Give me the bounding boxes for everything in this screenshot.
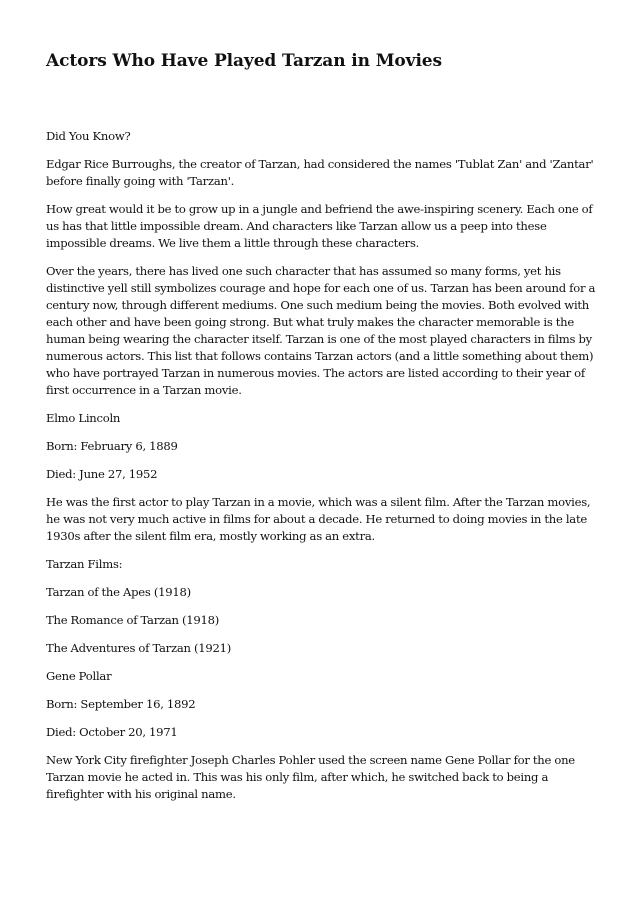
actor-died: Died: October 20, 1971	[46, 725, 178, 739]
paragraph-overview: Over the years, there has lived one such character that has assumed so many forms, yet his distinctive yell still symbolizes courage and hope for each one of us. Tarzan has been around for a century now, through different mediums. One such medium being the movies. Both evolved with each other and have been going strong. But what truly makes the character memorable is the human being wearing the character itself. Tarzan is one of the most played characters in films by numerous actors. This list that follows contains Tarzan actors (and a little something about them) who have portrayed Tarzan in numerous movies. The actors are listed according to their year of first occurrence in a Tarzan movie.	[46, 264, 596, 397]
film-item: Tarzan of the Apes (1918)	[46, 585, 191, 599]
actor-born: Born: February 6, 1889	[46, 439, 178, 453]
actor-name-gene-pollar: Gene Pollar	[46, 669, 112, 683]
films-heading: Tarzan Films:	[46, 557, 123, 571]
document-body	[46, 128, 602, 814]
document-title: Actors Who Have Played Tarzan in Movies	[46, 51, 442, 71]
actor-born: Born: September 16, 1892	[46, 697, 196, 711]
actor-name-elmo-lincoln: Elmo Lincoln	[46, 411, 121, 425]
film-item: The Adventures of Tarzan (1921)	[46, 641, 231, 655]
actor-bio: He was the first actor to play Tarzan in a movie, which was a silent film. After the Tarzan movies, he was not very much active in films for about a decade. He returned to doing movies in the late 1930s after the silent film era, mostly working as an extra.	[46, 495, 591, 543]
actor-bio: New York City firefighter Joseph Charles Pohler used the screen name Gene Pollar for the one Tarzan movie he acted in. This was his only film, after which, he switched back to being a firefighter with his original name.	[46, 753, 575, 801]
paragraph-intro: How great would it be to grow up in a jungle and befriend the awe-inspiring scenery. Each one of us has that little impossible dream. And characters like Tarzan allow us a peep into these impossible dreams. We live them a little through these characters.	[46, 202, 593, 250]
actor-died: Died: June 27, 1952	[46, 467, 158, 481]
film-item: The Romance of Tarzan (1918)	[46, 613, 220, 627]
paragraph-trivia: Edgar Rice Burroughs, the creator of Tarzan, had considered the names 'Tublat Zan' and 'Zantar' before finally going with 'Tarzan'.	[46, 157, 594, 188]
paragraph-did-you-know: Did You Know?	[46, 129, 131, 143]
